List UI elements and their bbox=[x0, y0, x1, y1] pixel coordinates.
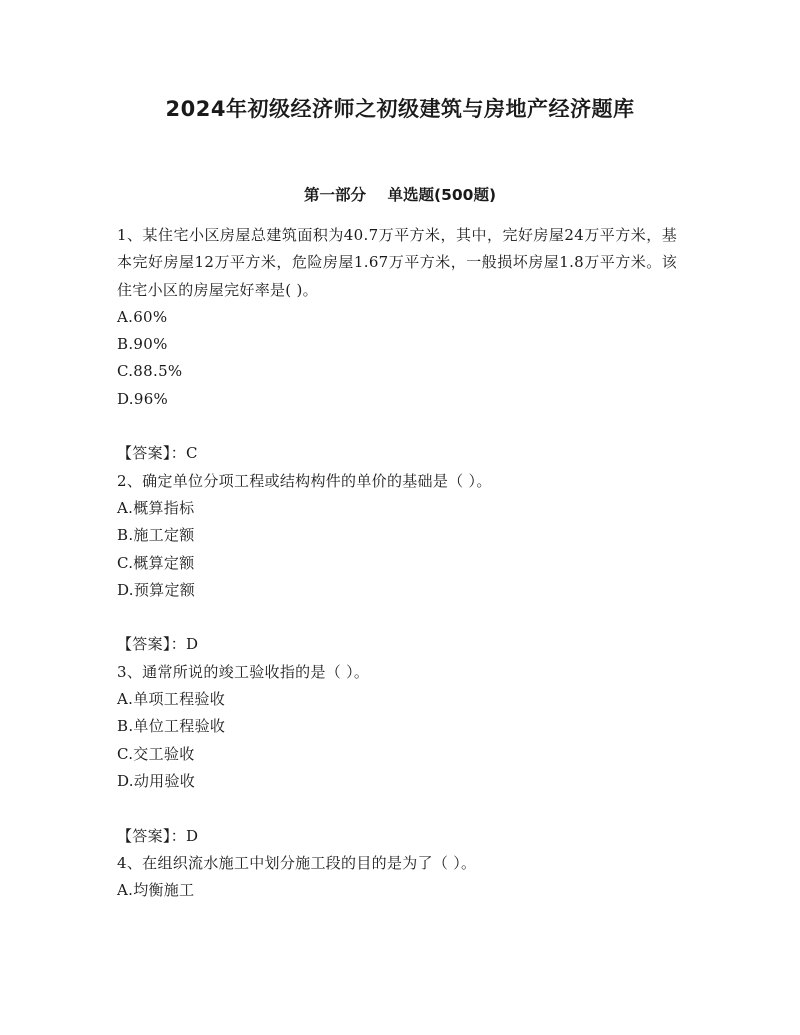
option-list bbox=[117, 495, 677, 604]
option-a: A.60% bbox=[117, 307, 168, 326]
question-text: 2、确定单位分项工程或结构构件的单价的基础是（ ）。 bbox=[117, 471, 492, 490]
option-d: D.动用验收 bbox=[117, 771, 196, 790]
option-b: B.施工定额 bbox=[117, 526, 195, 545]
option-a: A.均衡施工 bbox=[117, 881, 195, 900]
question-3 bbox=[117, 659, 677, 850]
answer-line: 【答案】：C bbox=[117, 444, 198, 463]
option-b: B.单位工程验收 bbox=[117, 717, 226, 736]
question-text: 1、某住宅小区房屋总建筑面积为40.7万平方米，其中，完好房屋24万平方米，基本完好房屋12万平方米，危险房屋1.67万平方米，一般损坏房屋1.8万平方米。该住宅小区的房屋完好率是( )。 bbox=[117, 226, 677, 299]
question-text: 4、在组织流水施工中划分施工段的目的是为了（ ）。 bbox=[117, 853, 477, 872]
option-c: C.概算定额 bbox=[117, 553, 195, 572]
option-list bbox=[117, 877, 677, 904]
option-c: C.88.5% bbox=[117, 362, 183, 381]
option-list bbox=[117, 686, 677, 795]
question-1 bbox=[117, 222, 677, 468]
question-2 bbox=[117, 468, 677, 659]
section-title: 第一部分 单选题(500题) bbox=[303, 186, 497, 204]
answer-line: 【答案】：D bbox=[117, 635, 199, 654]
option-d: D.预算定额 bbox=[117, 580, 196, 599]
question-4 bbox=[117, 850, 677, 905]
option-list bbox=[117, 304, 677, 413]
option-a: A.概算指标 bbox=[117, 498, 195, 517]
question-text: 3、通常所说的竣工验收指的是（ ）。 bbox=[117, 662, 370, 681]
question-list bbox=[117, 222, 677, 904]
option-d: D.96% bbox=[117, 389, 169, 408]
option-a: A.单项工程验收 bbox=[117, 690, 226, 709]
answer-line: 【答案】：D bbox=[117, 826, 199, 845]
option-b: B.90% bbox=[117, 335, 168, 354]
option-c: C.交工验收 bbox=[117, 744, 195, 763]
document-title: 2024年初级经济师之初级建筑与房地产经济题库 bbox=[165, 97, 635, 121]
